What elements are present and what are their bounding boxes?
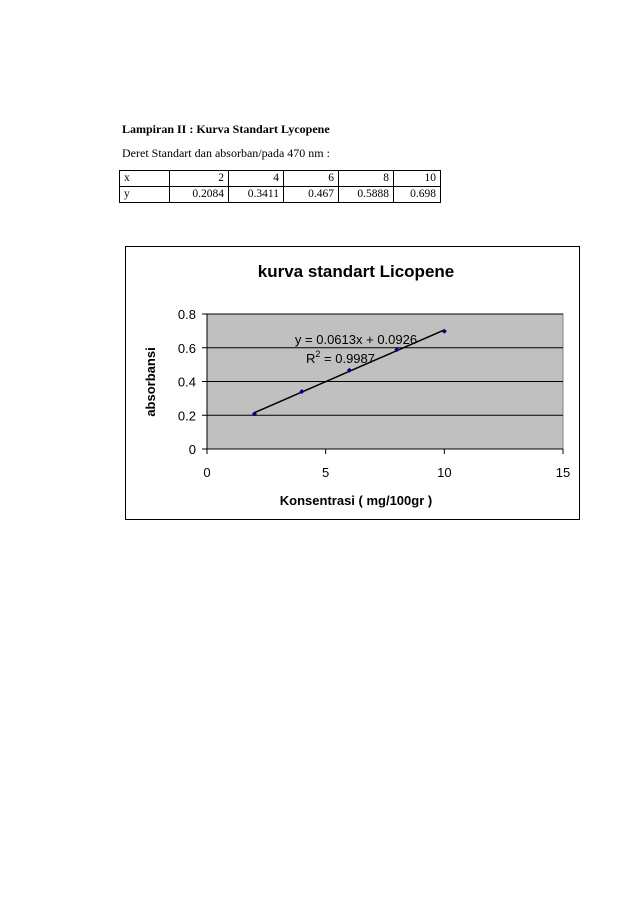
x-axis-label: Konsentrasi ( mg/100gr ) — [279, 493, 433, 508]
table-cell: 10 — [394, 171, 441, 187]
table-cell: 6 — [284, 171, 339, 187]
row-label: y — [120, 187, 170, 203]
trendline-equation: y = 0.0613x + 0.0926 — [294, 332, 418, 347]
page-heading: Lampiran II : Kurva Standart Lycopene — [122, 122, 330, 136]
table-cell: 0.2084 — [170, 187, 229, 203]
table-caption: Deret Standart dan absorban/pada 470 nm : — [122, 146, 330, 160]
table-cell: 0.5888 — [339, 187, 394, 203]
table-cell: 2 — [170, 171, 229, 187]
x-tick-label: 0 — [203, 465, 211, 480]
table-cell: 0.3411 — [229, 187, 284, 203]
y-tick-label: 0 — [188, 442, 196, 457]
chart-frame — [125, 246, 580, 520]
standard-curve-chart — [126, 247, 581, 521]
table-row-y — [120, 187, 441, 203]
y-tick-label: 0.2 — [177, 408, 196, 424]
y-tick-label: 0.4 — [177, 374, 196, 390]
y-axis-label: absorbansi — [143, 347, 158, 417]
row-label: x — [120, 171, 170, 187]
x-tick-label: 10 — [437, 465, 452, 480]
y-tick-label: 0.6 — [177, 340, 196, 356]
table-cell: 0.698 — [394, 187, 441, 203]
data-table — [119, 170, 441, 203]
table-cell: 4 — [229, 171, 284, 187]
chart-title: kurva standart Licopene — [257, 262, 455, 281]
table-cell: 0.467 — [284, 187, 339, 203]
x-tick-label: 5 — [322, 465, 330, 480]
x-tick-label: 15 — [555, 465, 571, 480]
y-tick-label: 0.8 — [177, 307, 196, 322]
table-cell: 8 — [339, 171, 394, 187]
r-squared-label: $R^2 = 0.9987$ — [306, 349, 375, 366]
table-row-x — [120, 171, 441, 187]
